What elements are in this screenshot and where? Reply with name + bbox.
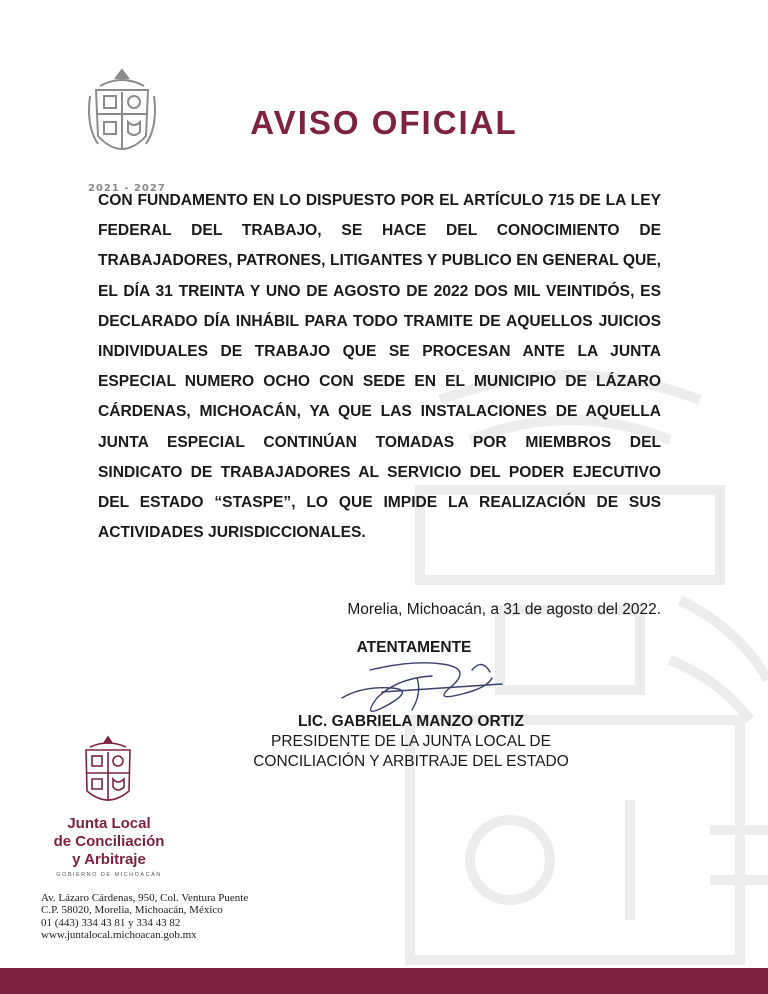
address-website[interactable]: www.juntalocal.michoacan.gob.mx (41, 929, 197, 942)
junta-emblem-icon (80, 735, 136, 810)
address-block (41, 892, 248, 942)
notice-title: AVISO OFICIAL (250, 104, 518, 141)
signer-title-line-1: PRESIDENTE DE LA JUNTA LOCAL DE (271, 733, 551, 750)
institution-name-line-3: y Arbitraje (72, 851, 146, 868)
address-phone: 01 (443) 334 43 81 y 334 43 82 (41, 916, 181, 929)
institution-name-line-1: Junta Local (67, 815, 151, 832)
years-label: 2021 - 2027 (88, 183, 166, 194)
address-street: Av. Lázaro Cárdenas, 950, Col. Ventura Puente (41, 892, 249, 904)
government-label: GOBIERNO DE MICHOACÁN (56, 872, 162, 878)
signer-title-line-2: CONCILIACIÓN Y ARBITRAJE DEL ESTADO (253, 753, 569, 770)
institution-name (46, 815, 172, 869)
closing-phrase: ATENTAMENTE (356, 639, 472, 656)
notice-body: CON FUNDAMENTO EN LO DISPUESTO POR EL ARTÍCULO 715 DE LA LEY FEDERAL DEL TRABAJO, SE HACE DEL CONOCIMIENTO DE TRABAJADORES, PATRONES, LITIGANTES Y PUBLICO EN GENERAL QUE, EL DÍA 31 TREINTA Y UNO DE AGOSTO DE 2022 DOS MIL VEINTIDÓS, ES DECLARADO DÍA INHÁBIL PARA TODO TRAMITE DE AQUELLOS JUICIOS INDIVIDUALES DE TRABAJO QUE SE PROCESAN ANTE LA JUNTA ESPECIAL NUMERO OCHO CON SEDE EN EL MUNICIPIO DE LÁZARO CÁRDENAS, MICHOACÁN, YA QUE LAS INSTALACIONES DE AQUELLA JUNTA ESPECIAL CONTINÚAN TOMADAS POR MIEMBROS DEL SINDICATO DE TRABAJADORES AL SERVICIO DEL PODER EJECUTIVO DEL ESTADO “STASPE”, LO QUE IMPIDE LA REALIZACIÓN DE SUS ACTIVIDADES JURISDICCIONALES. (98, 192, 661, 542)
address-city: C.P. 58020, Morelia, Michoacán, México (41, 904, 223, 917)
signer-name: LIC. GABRIELA MANZO ORTIZ (298, 713, 524, 730)
institution-name-line-2: de Conciliación (53, 833, 165, 850)
footer-bar (0, 968, 768, 994)
place-date: Morelia, Michoacán, a 31 de agosto del 2022. (347, 601, 661, 618)
